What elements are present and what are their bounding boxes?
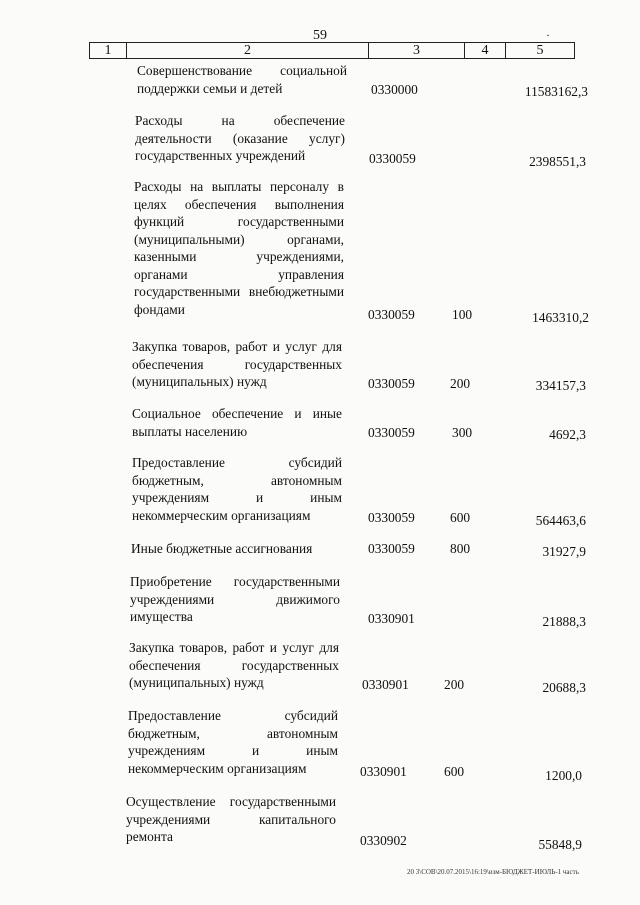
row-group: 300 — [452, 425, 473, 440]
row-code: 0330901 — [362, 677, 409, 692]
table-header — [89, 42, 575, 59]
row-group: 800 — [450, 541, 471, 556]
row-name: Предоставление субсидий бюджетным, автономным учреждениям и иным некоммерческим организациям — [128, 708, 338, 776]
row-name: Расходы на выплаты персоналу в целях обеспечения выполнения функций государственными (муниципальными) органами, казенными учреждениями, органами управления государственными внебюджетными фондами — [134, 179, 344, 317]
row-code: 0330059 — [368, 510, 415, 525]
row-code: 0330059 — [368, 376, 415, 391]
row-amount: 564463,6 — [535, 513, 586, 528]
corner-mark: · — [546, 28, 550, 42]
row-code: 0330901 — [368, 611, 415, 626]
row-name: Совершенствование социальной поддержки семьи и детей — [137, 63, 347, 96]
row-group: 200 — [444, 677, 465, 692]
row-name: Приобретение государственными учреждениями движимого имущества — [130, 574, 340, 624]
header-col-5: 5 — [536, 43, 544, 58]
row-amount: 2398551,3 — [529, 154, 586, 169]
row-name: Расходы на обеспечение деятельности (оказание услуг) государственных учреждений — [135, 113, 345, 163]
row-amount: 31927,9 — [542, 544, 586, 559]
row-amount: 55848,9 — [538, 837, 582, 852]
row-amount: 4692,3 — [549, 427, 586, 442]
header-col-4: 4 — [465, 43, 506, 58]
row-name: Социальное обеспечение и иные выплаты населению — [132, 406, 342, 439]
row-name: Предоставление субсидий бюджетным, автономным учреждениям и иным некоммерческим организациям — [132, 455, 342, 523]
row-name: Закупка товаров, работ и услуг для обеспечения государственных (муниципальных) нужд — [129, 640, 339, 690]
row-amount: 334157,3 — [535, 378, 586, 393]
row-group: 600 — [444, 764, 465, 779]
header-col-2: 2 — [127, 43, 369, 58]
row-amount: 1463310,2 — [532, 310, 589, 325]
header-col-3: 3 — [369, 43, 465, 58]
row-code: 0330901 — [360, 764, 407, 779]
row-code: 0330059 — [368, 541, 415, 556]
row-amount: 11583162,3 — [524, 84, 588, 99]
row-amount: 20688,3 — [542, 680, 586, 695]
row-group: 600 — [450, 510, 471, 525]
row-code: 0330059 — [368, 307, 415, 322]
row-code: 0330059 — [368, 425, 415, 440]
row-code: 0330000 — [371, 82, 418, 97]
header-col-1: 1 — [90, 43, 127, 58]
row-group: 200 — [450, 376, 471, 391]
row-amount: 21888,3 — [542, 614, 586, 629]
footer-stamp: 20 3\СОВ\20.07.2015\16:19\изм-БЮДЖЕТ-ИЮЛЬ-1 часть — [407, 868, 579, 876]
row-name: Закупка товаров, работ и услуг для обеспечения государственных (муниципальных) нужд — [132, 339, 342, 389]
row-code: 0330902 — [360, 833, 407, 848]
page-number: 59 — [313, 28, 327, 43]
row-group: 100 — [452, 307, 473, 322]
row-amount: 1200,0 — [545, 768, 582, 783]
row-name: Осуществление государственными учреждениями капитального ремонта — [126, 794, 336, 844]
row-name: Иные бюджетные ассигнования — [131, 541, 313, 556]
row-code: 0330059 — [369, 151, 416, 166]
